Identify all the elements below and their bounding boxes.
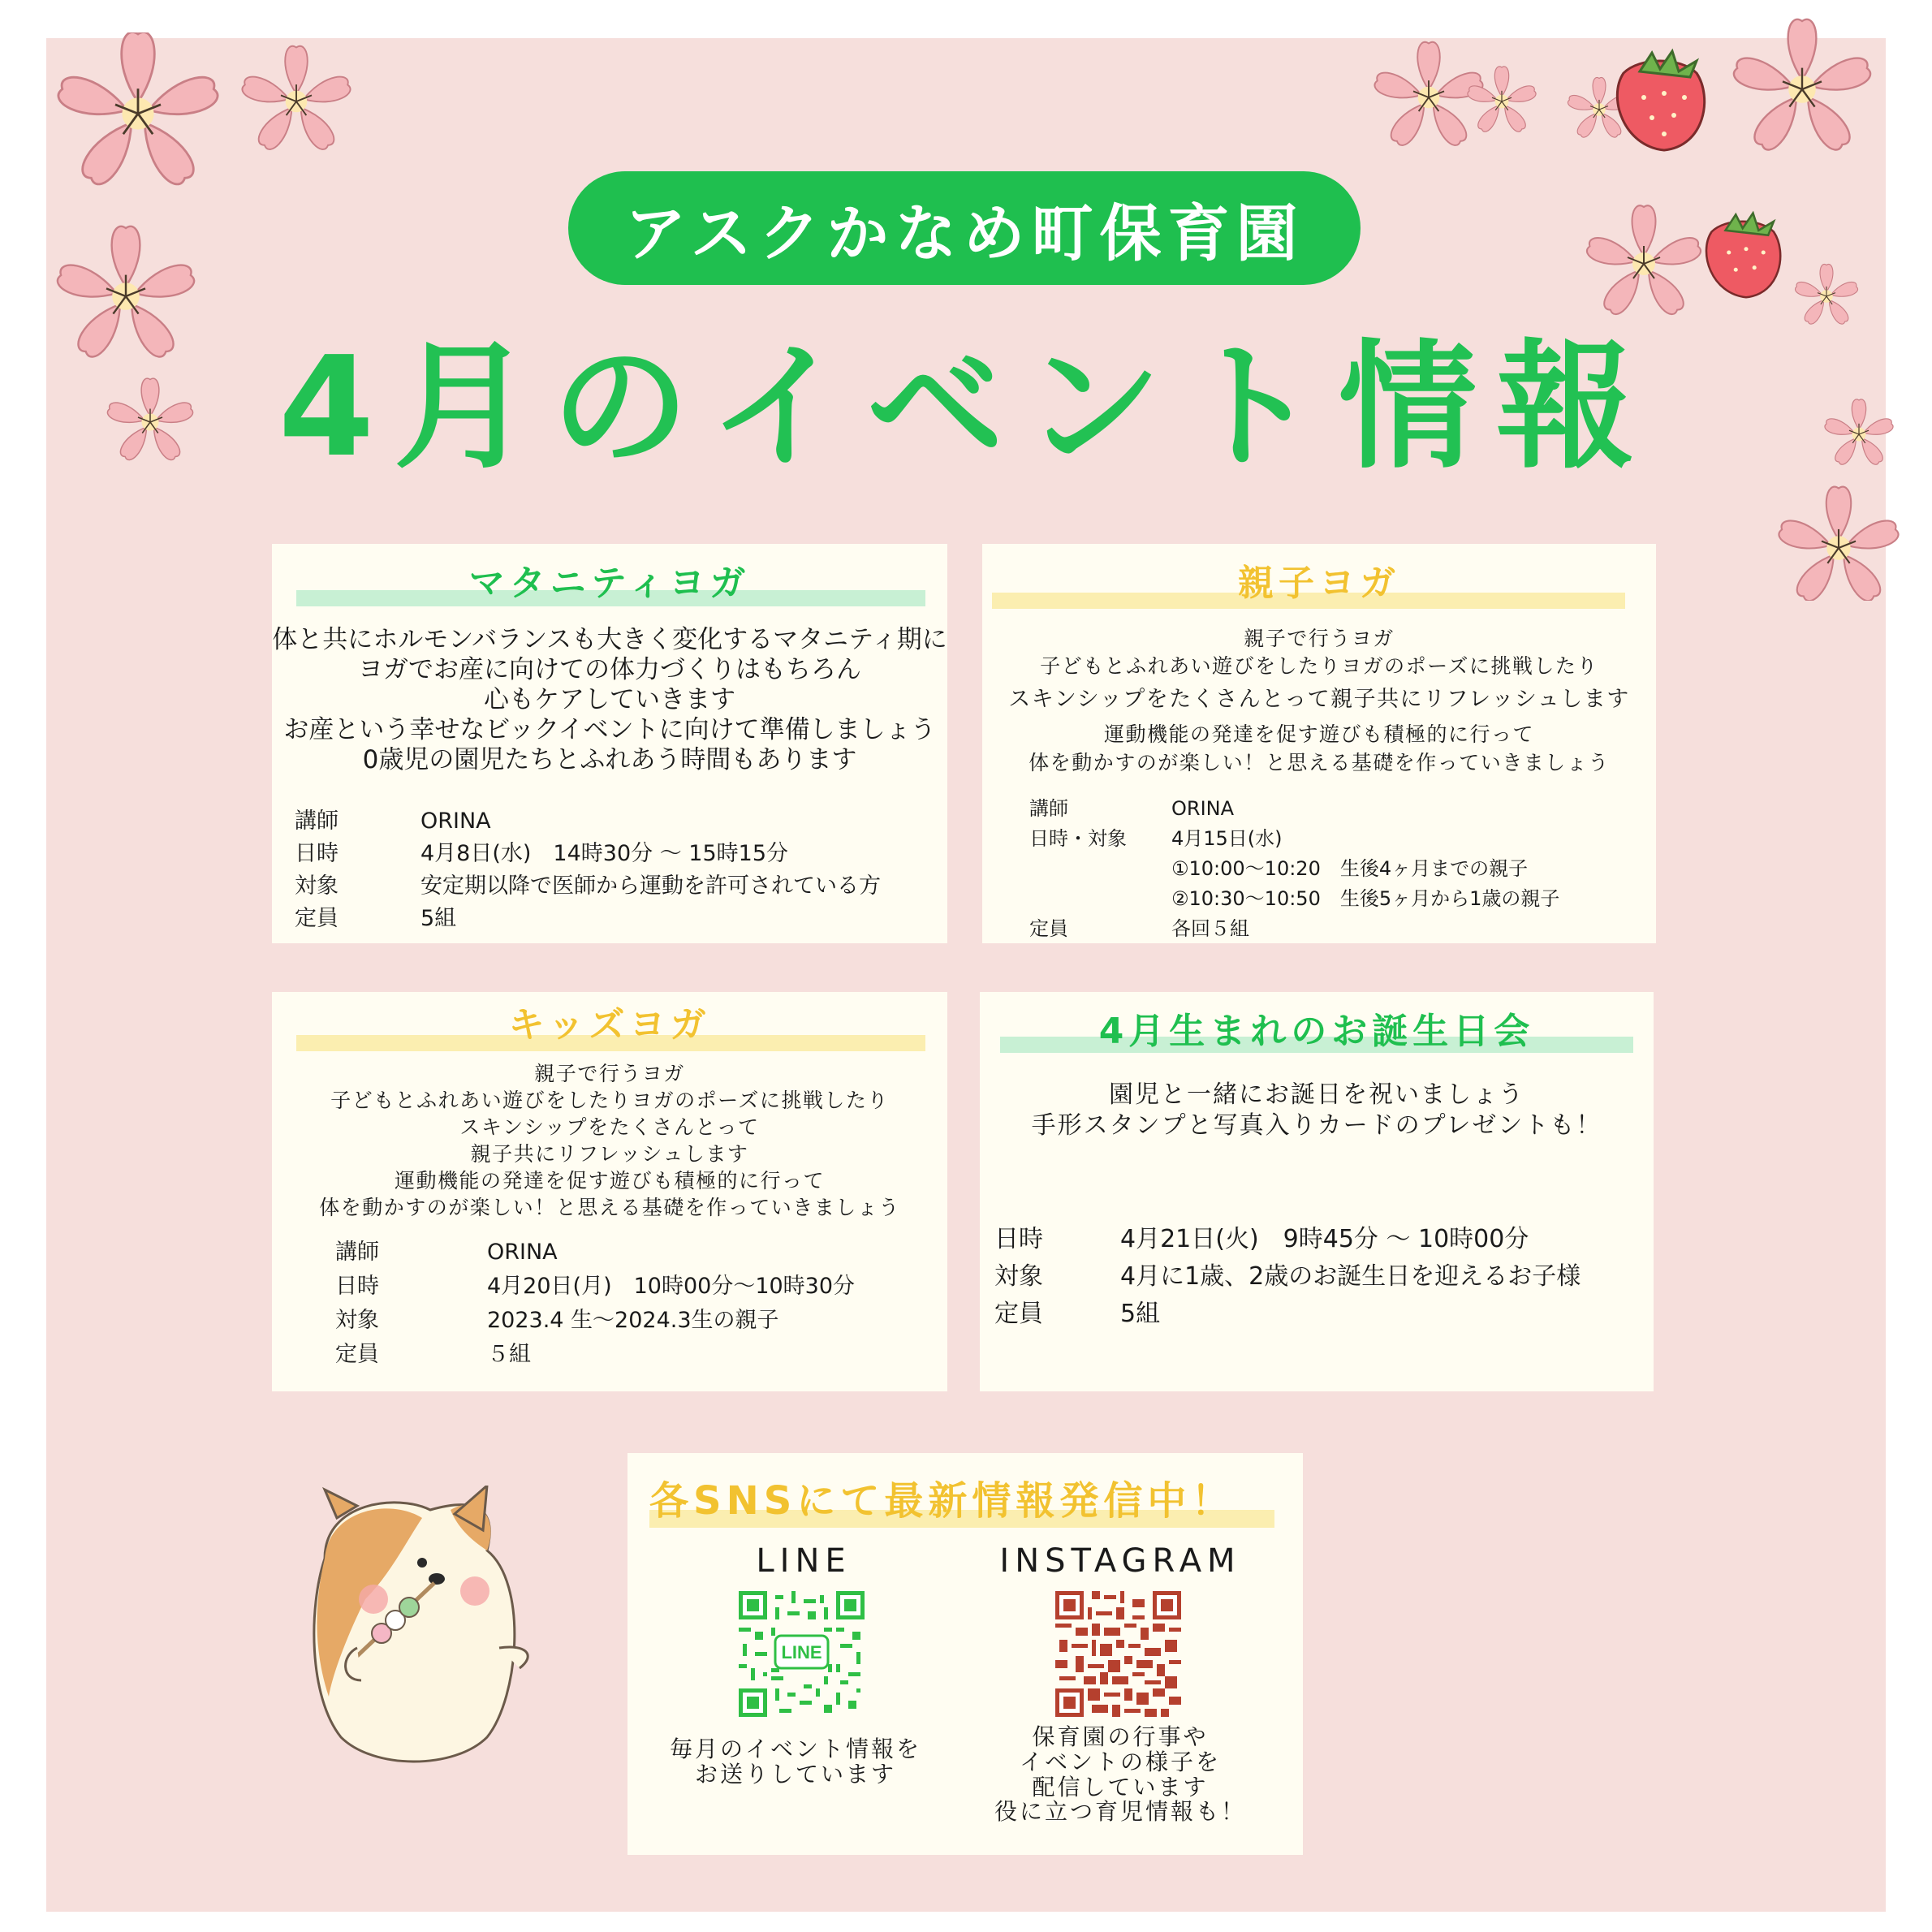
card-parent-child-yoga	[982, 544, 1656, 943]
detail-label: 対象	[994, 1262, 1043, 1291]
detail-value: 4月8日(水) 14時30分 〜 15時15分	[420, 841, 789, 866]
card-description	[982, 625, 1656, 776]
desc-line: イベントの様子を	[1019, 1748, 1221, 1775]
desc-line: 親子で行うヨガ	[534, 1062, 685, 1085]
page-title: 4月のイベント情報	[278, 327, 1654, 488]
desc-line: 保育園の行事や	[1032, 1723, 1209, 1750]
detail-row	[295, 903, 881, 935]
dog-mascot-illustration	[292, 1486, 552, 1778]
line-label: LINE	[756, 1542, 852, 1580]
detail-label: 日時・対象	[1029, 827, 1127, 850]
desc-line: 親子で行うヨガ	[1244, 627, 1395, 650]
detail-value: 4月21日(火) 9時45分 〜 10時00分	[1120, 1225, 1529, 1253]
detail-row	[295, 838, 881, 870]
desc-line: スキンシップをたくさんとって	[459, 1115, 760, 1139]
detail-label: 対象	[295, 873, 339, 899]
desc-line: スキンシップをたくさんとって親子共にリフレッシュします	[1008, 687, 1630, 712]
desc-line: 毎月のイベント情報を	[669, 1736, 921, 1762]
line-qr-code[interactable]	[739, 1591, 865, 1717]
card-title: 4月生まれのお誕生日会	[1098, 1011, 1535, 1052]
card-maternity-yoga	[272, 544, 947, 943]
instagram-description	[958, 1725, 1283, 1825]
instagram-label: INSTAGRAM	[999, 1542, 1241, 1580]
detail-row	[335, 1304, 855, 1338]
desc-line: 運動機能の発達を促す遊びも積極的に行って	[394, 1169, 825, 1192]
detail-value: 4月15日(水)	[1171, 827, 1283, 850]
detail-value: 5組	[1120, 1300, 1161, 1328]
detail-row	[994, 1296, 1581, 1333]
detail-value: 4月20日(月) 10時00分〜10時30分	[487, 1274, 856, 1299]
card-description	[272, 1060, 947, 1221]
detail-value: ORINA	[487, 1240, 558, 1265]
detail-row	[1029, 854, 1559, 884]
detail-value: ②10:30〜10:50 生後5ヶ月から1歳の親子	[1171, 887, 1560, 910]
detail-value: 2023.4 生〜2024.3生の親子	[487, 1308, 779, 1333]
detail-label: 定員	[994, 1300, 1043, 1328]
desc-line: 子どもとふれあい遊びをしたりヨガのポーズに挑戦したり	[1040, 654, 1598, 678]
detail-row	[335, 1338, 855, 1372]
sns-heading: 各SNSにて最新情報発信中！	[649, 1478, 1236, 1524]
desc-line: 園児と一緒にお誕日を祝いましょう	[1109, 1080, 1524, 1109]
strawberry-icon	[1706, 213, 1780, 298]
detail-label: 講師	[295, 809, 339, 834]
desc-line: お送りしています	[694, 1760, 896, 1788]
desc-line: 0歳児の園児たちとふれあう時間もあります	[362, 745, 857, 774]
detail-value: 5組	[420, 906, 457, 931]
card-description	[980, 1080, 1654, 1141]
details-list	[295, 805, 881, 935]
card-title: キッズヨガ	[508, 1004, 711, 1046]
detail-row	[1029, 884, 1559, 914]
line-description	[641, 1737, 950, 1788]
detail-row	[994, 1258, 1581, 1296]
detail-label: 講師	[1029, 797, 1068, 820]
desc-line: 心もケアしていきます	[484, 685, 735, 714]
line-qr-badge: LINE	[781, 1642, 822, 1662]
detail-row	[295, 870, 881, 903]
detail-label: 日時	[295, 841, 339, 866]
detail-label: 日時	[335, 1274, 379, 1299]
details-list	[1029, 794, 1559, 944]
instagram-qr-code[interactable]	[1055, 1591, 1181, 1717]
details-list	[335, 1236, 855, 1372]
detail-label: 定員	[335, 1342, 379, 1367]
desc-line: 運動機能の発達を促す遊びも積極的に行って	[1103, 722, 1534, 746]
detail-label: 対象	[335, 1308, 379, 1333]
detail-row	[994, 1221, 1581, 1258]
nursery-name-pill: アスクかなめ町保育園	[568, 171, 1361, 285]
detail-value: 安定期以降で医師から運動を許可されている方	[420, 873, 881, 899]
detail-label	[1029, 884, 1171, 914]
detail-value: ①10:00〜10:20 生後4ヶ月までの親子	[1171, 857, 1529, 880]
desc-line: ヨガでお産に向けての体力づくりはもちろん	[358, 655, 861, 684]
card-description	[272, 625, 947, 775]
detail-value: ５組	[487, 1342, 531, 1367]
sakura-cluster-right	[1331, 16, 1932, 601]
detail-row	[1029, 914, 1559, 944]
card-title: 親子ヨガ	[1238, 563, 1400, 604]
desc-line: 親子共にリフレッシュします	[470, 1142, 749, 1166]
detail-value: ORINA	[420, 809, 491, 834]
desc-line: 体を動かすのが楽しい！と思える基礎を作っていきましょう	[1029, 751, 1610, 774]
detail-label	[1029, 854, 1171, 884]
detail-value: 各回５組	[1171, 917, 1249, 940]
detail-row	[1029, 794, 1559, 824]
detail-row	[1029, 824, 1559, 854]
desc-line: 役に立つ育児情報も！	[994, 1798, 1246, 1826]
detail-label: 講師	[335, 1240, 379, 1265]
card-title: マタニティヨガ	[468, 563, 751, 604]
detail-value: 4月に1歳、2歳のお誕生日を迎えるお子様	[1120, 1262, 1581, 1291]
card-birthday-party	[980, 992, 1654, 1391]
detail-label: 定員	[1029, 917, 1068, 940]
desc-line: 体と共にホルモンバランスも大きく変化するマタニティ期に	[272, 625, 947, 654]
desc-line: 体を動かすのが楽しい！と思える基礎を作っていきましょう	[319, 1196, 900, 1219]
desc-line: 手形スタンプと写真入りカードのプレゼントも！	[1031, 1111, 1602, 1140]
desc-line: お産という幸せなビックイベントに向けて準備しましょう	[283, 715, 936, 744]
card-kids-yoga	[272, 992, 947, 1391]
desc-line: 配信しています	[1032, 1773, 1209, 1800]
detail-value: ORINA	[1171, 797, 1235, 820]
details-list	[994, 1221, 1581, 1333]
detail-label: 日時	[994, 1225, 1043, 1253]
detail-row	[335, 1270, 855, 1304]
desc-line: 子どもとふれあい遊びをしたりヨガのポーズに挑戦したり	[330, 1089, 889, 1112]
detail-row	[295, 805, 881, 838]
detail-label: 定員	[295, 906, 339, 931]
strawberry-icon	[1617, 51, 1704, 150]
detail-row	[335, 1236, 855, 1270]
